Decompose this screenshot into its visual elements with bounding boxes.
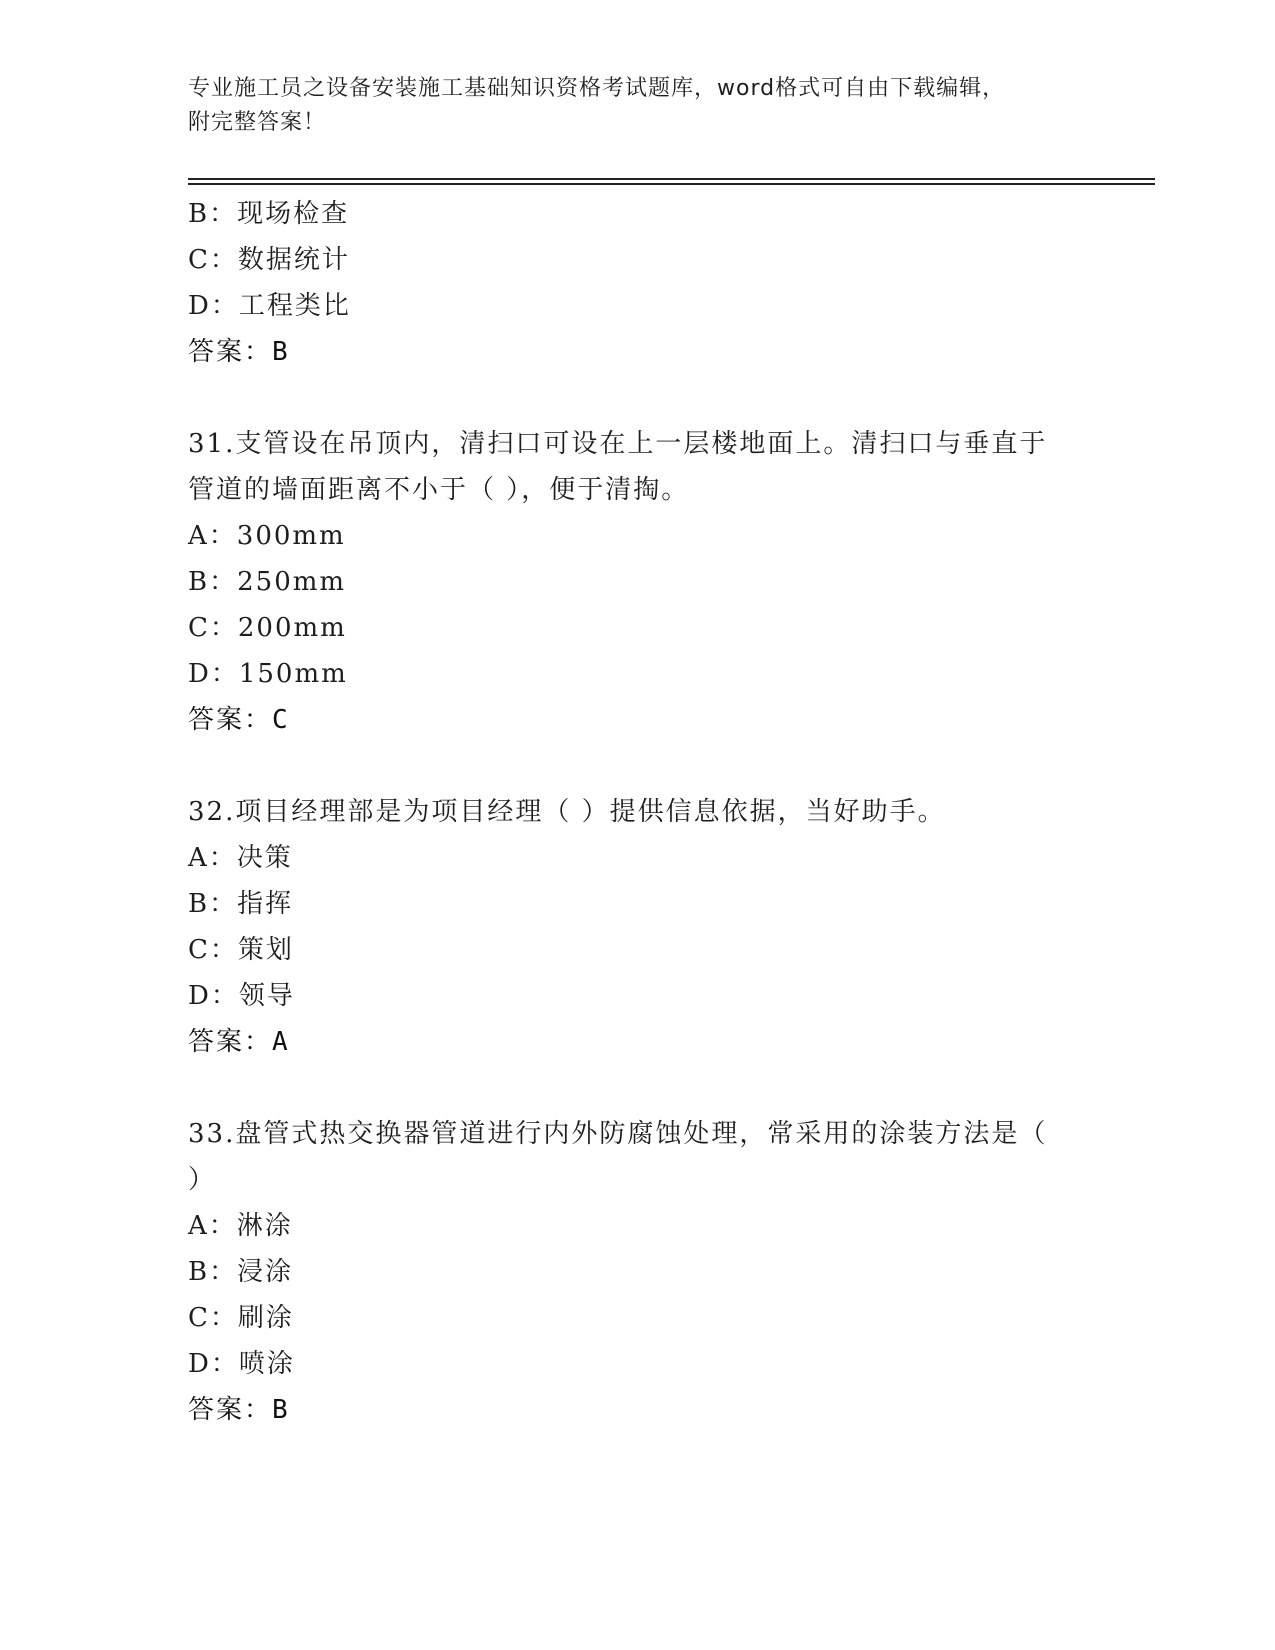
option-d: D：喷涂 bbox=[188, 1349, 295, 1379]
answer-label: 答案： bbox=[188, 705, 273, 735]
question-31 bbox=[188, 421, 1088, 743]
option-c: C：策划 bbox=[188, 935, 294, 965]
answer-label: 答案： bbox=[188, 1027, 273, 1057]
option-b: B：指挥 bbox=[188, 889, 294, 919]
document-header bbox=[188, 72, 1088, 140]
answer-line bbox=[188, 697, 1088, 743]
answer-value: A bbox=[272, 1027, 290, 1057]
document-body bbox=[188, 191, 1088, 1433]
header-line-2: 附完整答案！ bbox=[188, 110, 327, 135]
question-text-line-2: 管道的墙面距离不小于（ ），便于清掏。 bbox=[188, 475, 690, 505]
option-d: D：150mm bbox=[188, 659, 348, 689]
option-c: C：刷涂 bbox=[188, 1303, 294, 1333]
answer-line bbox=[188, 1019, 1088, 1065]
option-b: B：现场检查 bbox=[188, 199, 350, 229]
option-c: C：数据统计 bbox=[188, 245, 350, 275]
header-line-1: 专业施工员之设备安装施工基础知识资格考试题库，word格式可自由下载编辑， bbox=[188, 76, 1006, 101]
option-c: C：200mm bbox=[188, 613, 347, 643]
question-33 bbox=[188, 1111, 1088, 1433]
option-a: A：淋涂 bbox=[188, 1211, 293, 1241]
question-text-line-1: 31.支管设在吊顶内，清扫口可设在上一层楼地面上。清扫口与垂直于 bbox=[188, 429, 1048, 459]
answer-value: B bbox=[272, 1395, 290, 1425]
option-b: B：250mm bbox=[188, 567, 347, 597]
answer-value: B bbox=[272, 337, 290, 367]
option-d: D：领导 bbox=[188, 981, 295, 1011]
option-a: A：决策 bbox=[188, 843, 293, 873]
question-30-continuation bbox=[188, 191, 1088, 375]
question-text-line-2: ） bbox=[188, 1165, 217, 1195]
answer-line bbox=[188, 1387, 1088, 1433]
option-d: D：工程类比 bbox=[188, 291, 351, 321]
answer-line bbox=[188, 329, 1088, 375]
option-b: B：浸涂 bbox=[188, 1257, 294, 1287]
answer-label: 答案： bbox=[188, 337, 273, 367]
answer-label: 答案： bbox=[188, 1395, 273, 1425]
answer-value: C bbox=[272, 705, 290, 735]
question-text-line-1: 32.项目经理部是为项目经理（ ）提供信息依据，当好助手。 bbox=[188, 797, 946, 827]
question-32 bbox=[188, 789, 1088, 1065]
header-divider-bottom bbox=[188, 183, 1155, 185]
header-divider-top bbox=[188, 178, 1155, 180]
option-a: A：300mm bbox=[188, 521, 346, 551]
question-text-line-1: 33.盘管式热交换器管道进行内外防腐蚀处理，常采用的涂装方法是（ bbox=[188, 1119, 1048, 1149]
